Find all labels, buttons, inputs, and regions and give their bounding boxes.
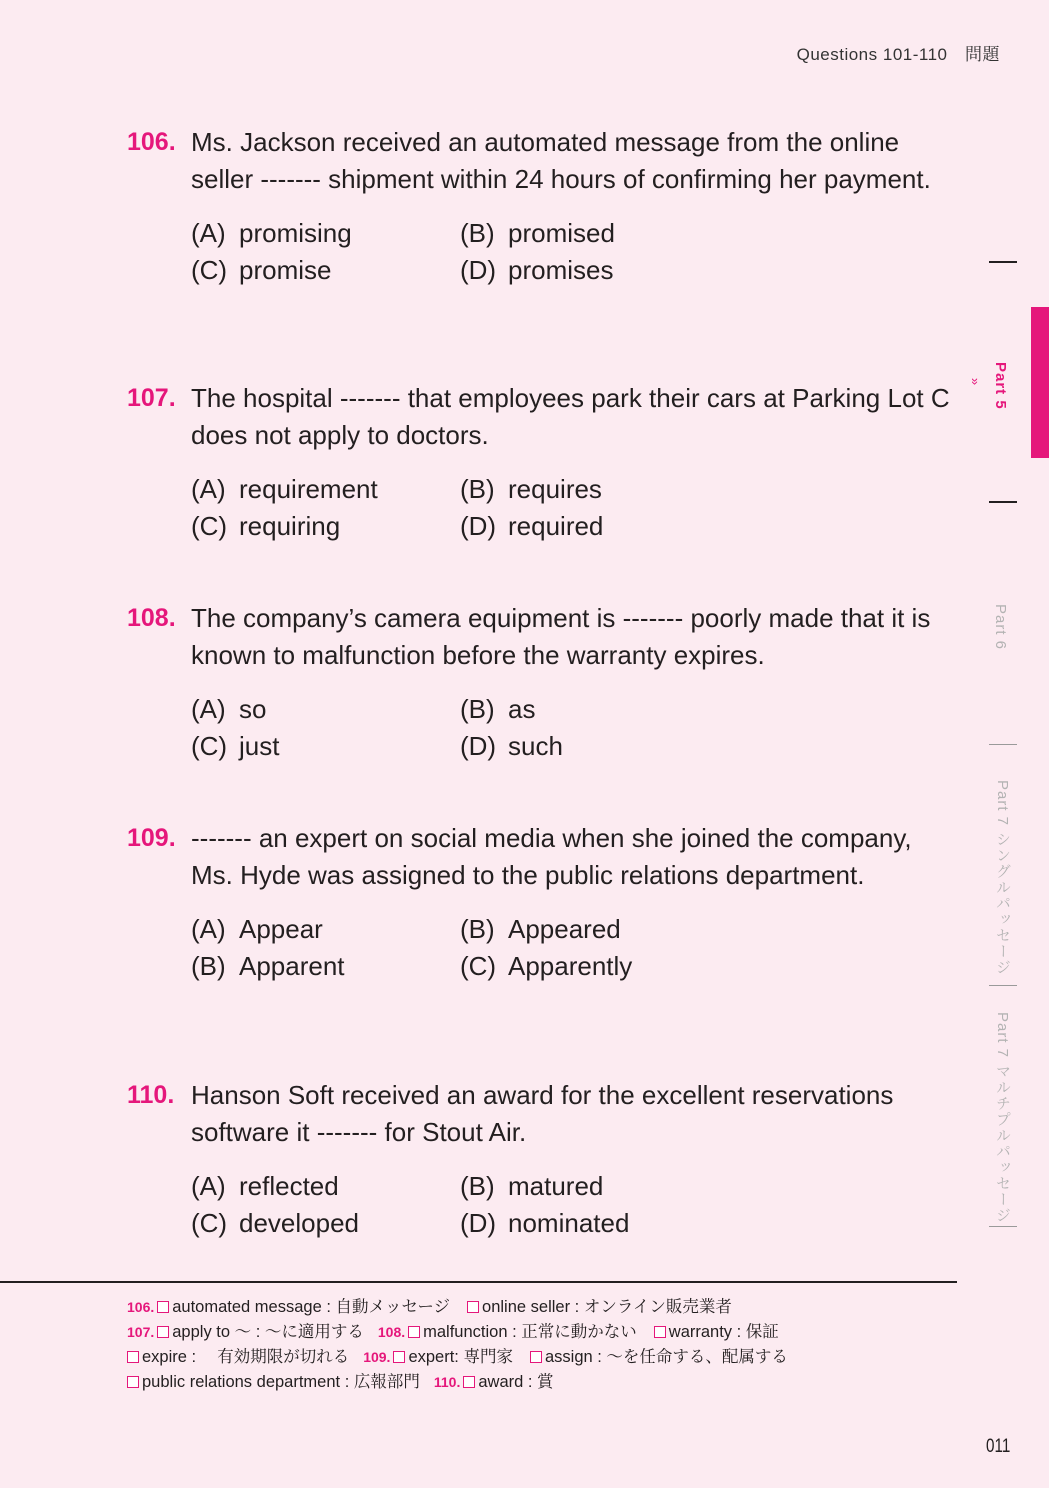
nav-divider	[989, 501, 1017, 503]
vocab-entry: warranty : 保証	[668, 1323, 779, 1341]
vocab-entry: automated message : 自動メッセージ	[172, 1298, 451, 1316]
choice-d[interactable]: (D) such	[460, 731, 563, 761]
nav-part6[interactable]: Part 6	[992, 604, 1009, 651]
vocab-number: 110.	[433, 1374, 461, 1390]
answer-choices	[191, 911, 957, 985]
choice-c[interactable]: (C) promise	[191, 255, 332, 285]
question-number: 109.	[127, 824, 176, 852]
question-number: 107.	[127, 384, 176, 412]
choice-c[interactable]: (C) developed	[191, 1208, 359, 1238]
choice-b[interactable]: (B) promised	[460, 218, 615, 248]
vocab-line	[127, 1370, 927, 1395]
page-number: 011	[985, 1436, 1010, 1457]
question-text: Hanson Soft received an award for the excellent reservations software it ------- for Stout Air.	[191, 1080, 894, 1147]
choice-a[interactable]: (A) reflected	[191, 1171, 339, 1201]
checkbox-icon[interactable]	[157, 1326, 169, 1338]
vocab-entry: online seller : オンライン販売業者	[482, 1298, 732, 1316]
vocab-line	[127, 1345, 927, 1370]
checkbox-icon[interactable]	[127, 1376, 139, 1388]
choice-b[interactable]: (B) requires	[460, 474, 602, 504]
choice-c[interactable]: (C) requiring	[191, 511, 341, 541]
question-text: ------- an expert on social media when she joined the company, Ms. Hyde was assigned to the public relations department.	[191, 823, 912, 890]
choice-d[interactable]: (D) required	[460, 511, 604, 541]
question-106	[127, 124, 957, 289]
checkbox-icon[interactable]	[408, 1326, 420, 1338]
question-number: 106.	[127, 128, 176, 156]
vocab-number: 108.	[377, 1324, 406, 1340]
vocab-number: 107.	[127, 1324, 155, 1340]
vocab-entry: expire : 有効期限が切れる	[142, 1348, 350, 1366]
vocab-number: 109.	[363, 1349, 391, 1365]
choice-a[interactable]: (A) requirement	[191, 474, 378, 504]
question-110	[127, 1077, 957, 1242]
chevron-down-icon: »	[968, 377, 984, 386]
nav-divider	[989, 261, 1017, 263]
choice-c[interactable]: (C) just	[191, 731, 280, 761]
checkbox-icon[interactable]	[157, 1301, 169, 1313]
nav-part7-multi[interactable]: Part 7 マルチプルパッセージ	[994, 1012, 1011, 1224]
answer-choices	[191, 215, 957, 289]
vocab-notes	[127, 1295, 927, 1395]
checkbox-icon[interactable]	[393, 1351, 405, 1363]
vocab-line	[127, 1295, 927, 1320]
answer-choices	[191, 691, 957, 765]
vocab-number: 106.	[127, 1299, 155, 1315]
page-header: Questions 101-110 問題	[796, 45, 1000, 64]
question-108	[127, 600, 957, 765]
active-section-marker	[1031, 307, 1049, 458]
question-text: The hospital ------- that employees park their cars at Parking Lot C does not apply to doctors.	[191, 383, 950, 450]
vocab-entry: expert: 専門家	[408, 1348, 513, 1366]
choice-a[interactable]: (A) promising	[191, 218, 352, 248]
question-text: Ms. Jackson received an automated message from the online seller ------- shipment within 24 hours of confirming her payment.	[191, 127, 931, 194]
choice-b-second[interactable]: (B) Apparent	[191, 951, 345, 981]
nav-part7-single[interactable]: Part 7 シングルパッセージ	[994, 780, 1011, 976]
choice-b[interactable]: (B) as	[460, 694, 536, 724]
question-number: 110.	[127, 1081, 175, 1109]
question-109	[127, 820, 957, 985]
answer-choices	[191, 471, 957, 545]
choice-b[interactable]: (B) Appeared	[460, 914, 621, 944]
choice-d[interactable]: (D) promises	[460, 255, 614, 285]
answer-choices	[191, 1168, 957, 1242]
nav-divider	[989, 985, 1017, 986]
checkbox-icon[interactable]	[654, 1326, 666, 1338]
vocab-entry: public relations department : 広報部門	[142, 1373, 420, 1391]
nav-divider	[989, 744, 1017, 745]
nav-divider	[989, 1226, 1017, 1227]
choice-d[interactable]: (D) nominated	[460, 1208, 630, 1238]
nav-part5[interactable]: Part 5	[992, 362, 1009, 410]
question-text: The company’s camera equipment is ------- poorly made that it is known to malfunction before the warranty expires.	[191, 603, 931, 670]
vocab-line	[127, 1320, 927, 1345]
choice-b[interactable]: (B) matured	[460, 1171, 604, 1201]
vocab-entry: assign : ～を任命する、配属する	[544, 1348, 788, 1366]
vocab-entry: malfunction : 正常に動かない	[423, 1323, 637, 1341]
checkbox-icon[interactable]	[467, 1301, 479, 1313]
choice-c[interactable]: (C) Apparently	[460, 951, 633, 981]
vocab-divider	[0, 1281, 957, 1283]
question-number: 108.	[127, 604, 176, 632]
question-107	[127, 380, 957, 545]
choice-a[interactable]: (A) so	[191, 694, 267, 724]
checkbox-icon[interactable]	[127, 1351, 139, 1363]
vocab-entry: award : 賞	[478, 1373, 554, 1391]
checkbox-icon[interactable]	[463, 1376, 475, 1388]
choice-a[interactable]: (A) Appear	[191, 914, 323, 944]
checkbox-icon[interactable]	[530, 1351, 542, 1363]
vocab-entry: apply to ～ : ～に適用する	[172, 1323, 364, 1341]
